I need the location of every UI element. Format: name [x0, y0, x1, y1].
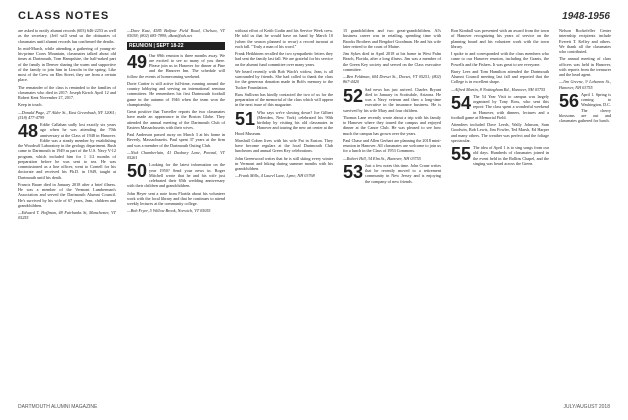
secretary-signature: —Edward T. Hoffman, 48 Fairbanks St, Manchester, VT 05255 [18, 210, 116, 221]
note-paragraph: We heard recently with Bob Wach's widow, Jean, is all surrounded by friends. She had called to thank the class for the generous donation made in Bob's memory to the Tucker Foundation. [235, 68, 333, 90]
reunion-banner: REUNION | SEPT 18-22 [127, 42, 225, 50]
secretary-signature: —Nick Chamberlain, 41 Duxbury Lane, Pownal, VT 05261 [127, 149, 225, 160]
note-paragraph: Great positive that Traveller reports the two classmates have made an appearance in the Boston Globe. They attended the annual meeting of the Dartmouth Club of Eastern Massachusetts with their wives. [127, 109, 225, 130]
note-paragraph: Paul Chase and Allen Gerhart are planning the 2018 mini-reunion in Hanover. All classmates are welcome to join us for a lunch in the Class of 1953 Commons. [343, 137, 441, 154]
section-title: CLASS NOTES [18, 10, 110, 22]
text-column-3 [235, 28, 333, 400]
text-column-4 [343, 28, 441, 400]
note-paragraph: Frank Heikkinen recalled the two sympathetic letters they had sent the family last fall. We are grateful for his service on the alumni fund committee over many years. [235, 51, 333, 67]
secretary-signature: —Jim Greene, 9 Lebanon St., Hanover, NH 03755 [559, 79, 611, 90]
note-paragraph: 15 grandchildren and two great-grandchildren. Al's business career was in retailing, spending time with Brooks Brothers and Bergdorf Goodman. He and his wife later retired to the coast of Maine. [343, 28, 441, 49]
class-year-number: 56 [559, 90, 580, 111]
page-header [0, 0, 628, 30]
class-entry-text: Just a few notes this time. John Crane writes that he recently moved to a retirement community in New Jersey and is enjoying the company of new friends. [365, 162, 441, 184]
note-paragraph: John Greenwood writes that he is still skiing every winter in Vermont and hiking during summer months with his grandchildren. [235, 155, 333, 171]
class-entry-text: April 1. Spring is coming to Washington, D.C. The cherry blossoms are out and classmates gathered for lunch. [559, 91, 611, 123]
note-paragraph: Francis Bauer died in January 2018 after a brief illness. He was a member of the Vermont Lumberman's Association and served the Dartmouth Alumni Council. He's survived by his wife of 67 years, Jean, children and grandchildren. [18, 181, 116, 208]
note-paragraph: Dorie Cartier is still active full-time, running around the country lobbying and serving on international seminar committees. He remembers his first Dartmouth football game in the autumn of 1946 when the team won the championship. [127, 80, 225, 107]
note-paragraph: Marshall Cohen lives with his wife Pat in Easton. They have become regulars at the local Dartmouth Club luncheons and annual Green Key celebrations. [235, 137, 333, 154]
class-entry [451, 145, 549, 166]
secretary-signature: —Ben Feldman, 604 Dorset St., Dorset, VT 05251; (802) 867-4420 [343, 74, 441, 85]
page-footer [18, 404, 610, 414]
note-paragraph: Thomas Lane recently wrote about a trip with his family to Hanover where they toured the campus and enjoyed dinner at the Canoe Club. He was pleased to see how much the campus has grown over the years. [343, 114, 441, 136]
note-paragraph: John Heyer sent a note from Florida about his volunteer work with the local library and that he continues to attend weekly lectures at the community college. [127, 190, 225, 206]
class-year-number: 49 [127, 51, 148, 72]
note-paragraph: without effort of Keith Godin and his Service Week crew. He told us that he would have on hand by March 10 (when the season planned to recur) a record turnout at each fall. "Truly a man of his word." [235, 28, 333, 49]
class-entry-text: Looking for the latest information on the year 1950? Send your news in. Roger Mitchell wrote that he and his wife just celebrated their 65th wedding anniversary with their children and grandchildren. [127, 162, 225, 189]
note-paragraph: Jim Sykes died in April 2018 at his home in West Palm Beach, Florida, after a long illness. Jim was a member of the Green Key society and served on the Class executive committee. [343, 51, 441, 72]
class-entry-text: Eddie Callahan sadly lost exactly six years ago when he was attending the 70th anniversary at the Class of 1948 in Hanover. Eddie was a steady member by establishing the Woodruff Laboratory in the geology department. Rush came to Dartmouth in 1949 as part of the U.S. Navy V-12 program, which included him for 1 1/2 months of preparation before he was sent to sea. He was commissioned as a line officer, went to Cornell for his doctorate and received his Ph.D. in 1949, taught at Dartmouth until his death. [18, 122, 116, 180]
text-column-6 [559, 28, 611, 400]
issue-date: JULY/AUGUST 2018 [563, 404, 610, 410]
magazine-name: DARTMOUTH ALUMNI MAGAZINE [18, 404, 98, 410]
class-entry [343, 163, 441, 184]
secretary-signature: —Frank Mills, 4 Laurel Lane, Lyme, NH 03768 [235, 173, 315, 179]
class-entry [18, 122, 116, 180]
class-entry-text: The 54 Year Visit to campus was largely organized by Tony Ross, who sent this report: The class spent a wonderful weekend in Hanover, with dinners, lectures and a football game at Memorial Field. [451, 93, 549, 120]
secretary-signature: —Dave Kast, 4585 Balfour Field Road, Chelsea, VT 05038; (802) 685-7890; dkast@tds.net [127, 28, 225, 39]
class-entry [559, 92, 611, 124]
class-entry [343, 87, 441, 113]
text-column-5 [451, 28, 549, 400]
class-year-number: 50 [127, 161, 148, 182]
note-paragraph: I spoke to and corresponded with the class members who came to our Hanover reunion, including the Grants, the Powells and the Fishers. It was great to see everyone. [451, 51, 549, 67]
note-paragraph: Attendees included Dave Leeds, Wally Johnson, Sam Goodwin, Bob Lewis, Jim Fowler, Ted Marsh, Ed Harper and many others. The weather was perfect and the foliage spectacular. [451, 122, 549, 143]
class-year-number: 54 [451, 92, 472, 113]
class-year-number: 51 [235, 108, 256, 129]
class-entry-text: Who says we're slowing down? Joe Gilbert (Meriden, New York) celebrated his 90th birthday by visiting his old classmates in Hanover and touring the new art center at the Hood Museum. [235, 109, 333, 136]
class-year-number: 52 [343, 85, 364, 106]
class-year-number: 53 [343, 161, 364, 182]
note-paragraph: Paul Anderson passed away on March 3 at his home in Beverly, Massachusetts. Paul spent 37 years at the firm and was a member of the Dartmouth Outing Club. [127, 132, 225, 148]
text-column-1 [18, 28, 116, 400]
secretary-signature: —Donald Page, 27 Alder St., East Greenbush, NY 12061; (518) 477-4799 [18, 109, 116, 120]
note-paragraph: Russ Sullivan has kindly contacted the two of us for the preparation of the memorial of the class which will appear in the next issue of this magazine. [235, 91, 333, 108]
note-paragraph: Nelson Rockefeller Center internship recipients include Everett T. Kelley and others. We thank all the classmates who contributed. [559, 28, 611, 54]
note-paragraph: Keep in touch. [18, 102, 43, 108]
class-year-number: 55 [451, 144, 472, 164]
class-entry-text: The idea of April 1 is to sing songs from our old days. Hundreds of classmates joined in the event held in the Rollins Chapel, and the singing was heard across the Green. [473, 145, 549, 166]
note-paragraph: Ron Kimball was presented with an award from the town of Hanover recognizing his years of service on the planning board and his volunteer work with the town library. [451, 28, 549, 49]
class-years-range: 1948-1956 [562, 11, 610, 22]
class-entry-text: Our 69th reunion is three months away. We are excited to see so many of you there. Please join us in Hanover for dinner at Pine and the Hanover Inn. The schedule will follow the events of homecoming weekend. [127, 52, 225, 79]
secretary-signature: —Robert Hill, 34 Elm St., Hanover, NH 03755 [343, 155, 421, 161]
class-entry [235, 110, 333, 136]
note-paragraph: Barry Lees and Tom Hamilton attended the Dartmouth Alumni Council meeting last fall and reported that the College is in excellent shape. [451, 68, 549, 85]
class-entry [127, 162, 225, 188]
secretary-signature: —Bob Fryer, 5 Willow Brook, Norwich, VT 05055 [127, 208, 211, 214]
secretary-signature: —Alfred Martin, 8 Nottingham Rd., Hanover, NH 03755 [451, 86, 546, 92]
class-entry-text: Sad news has just arrived. Charles Bryant died in January in Scottsdale, Arizona. He was a Navy veteran and then a long-time executive in the insurance business. He is survived by his wife Mary and four children. [343, 86, 441, 113]
text-column-2 [127, 28, 225, 400]
class-entry [127, 53, 225, 79]
note-paragraph: are asked to notify alumni records (603) 646-2253 as well as the secretary. (Jeff will send us the obituaries of classmates until alumni records has confirmed the deaths. [18, 28, 116, 44]
note-paragraph: In mid-March, while attending a gathering of young-at-his-prime Coors Mountain, classmates talked about old times at Dartmouth, Tom Hampshire, the half-naked part of the family in Denver sharing the warm and supportive of the family to join him in Lincoln in the spring. Like most of the Crew on Elm Street, they are from a certain place. [18, 45, 116, 83]
note-paragraph: The remainder of the class is reminded to the families of classmates who died in 2017: Joseph Kirsch April 12 and Robert Kent November 27, 2017. [18, 84, 116, 100]
note-paragraph: The annual meeting of class officers was held in Hanover, with reports from the treasurer and the head agent. [559, 56, 611, 77]
class-entry [451, 94, 549, 120]
class-year-number: 48 [18, 121, 39, 141]
